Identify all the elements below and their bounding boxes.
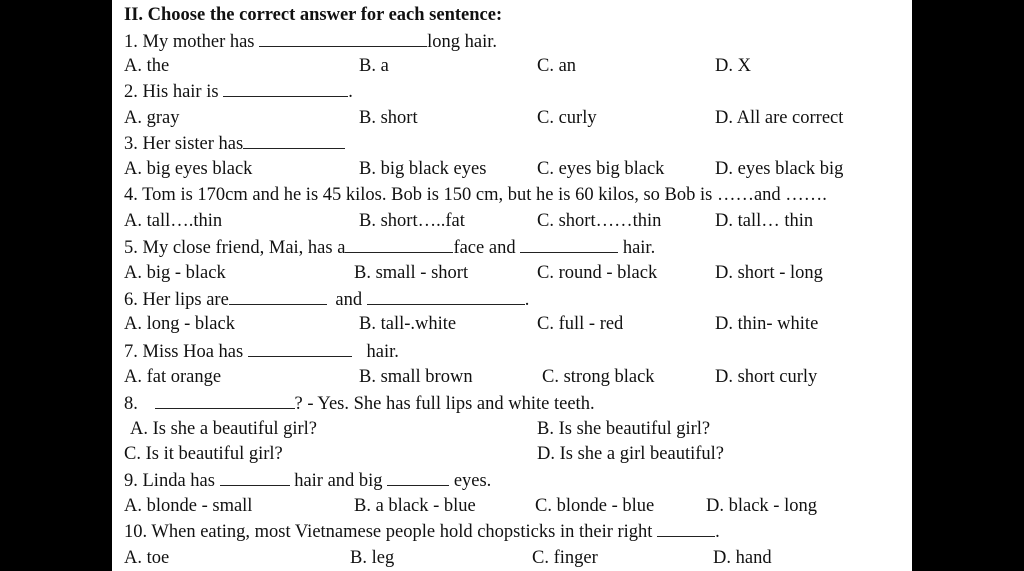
q7-option-a: A. fat orange [124,367,222,387]
q8-option-c: C. Is it beautiful girl? [124,444,283,464]
worksheet-page [112,0,912,571]
q5-text: 5. My close friend, Mai, has a [124,238,346,258]
question-9 [124,469,491,492]
q1-post: long hair. [427,32,498,52]
q4-option-c: C. short……thin [537,211,662,231]
q5-post: hair. [622,238,656,258]
q9-option-d: D. black - long [706,496,817,516]
question-1 [124,30,497,53]
q6-text: 6. Her lips are [124,290,229,310]
q5-option-a: A. big - black [124,263,226,283]
question-6 [124,288,529,311]
question-3 [124,132,345,155]
q8-option-b: B. Is she beautiful girl? [537,419,711,439]
q8-option-a: A. Is she a beautiful girl? [130,419,317,439]
q1-option-c: C. an [537,56,577,76]
q10-text: 10. When eating, most Vietnamese people hold chopsticks in their right [124,522,653,542]
q6-option-a: A. long - black [124,314,235,334]
q5-blank-2 [520,236,618,253]
q6-option-b: B. tall-.white [359,314,457,334]
q10-option-d: D. hand [713,548,772,568]
q6-option-c: C. full - red [537,314,624,334]
q1-option-d: D. X [715,56,751,76]
q2-blank [223,80,348,97]
q5-mid: face and [453,238,516,258]
q9-option-b: B. a black - blue [354,496,476,516]
question-10 [124,520,720,543]
q9-blank-1 [220,469,290,486]
q1-option-a: A. the [124,56,170,76]
q3-option-c: C. eyes big black [537,159,665,179]
q8-option-d: D. Is she a girl beautiful? [537,444,724,464]
q10-option-c: C. finger [532,548,598,568]
q7-blank [248,340,352,357]
q7-option-b: B. small brown [359,367,473,387]
q3-option-a: A. big eyes black [124,159,253,179]
q5-option-b: B. small - short [354,263,469,283]
q1-text: 1. My mother has [124,32,255,52]
q6-blank-2 [367,288,525,305]
q9-option-a: A. blonde - small [124,496,253,516]
q2-post: . [348,82,353,102]
q3-blank [243,132,345,149]
question-2 [124,80,353,103]
q10-option-b: B. leg [350,548,395,568]
q9-text: 9. Linda has [124,471,215,491]
q8-post: ? - Yes. She has full lips and white teeth. [294,394,595,414]
question-8 [124,392,595,415]
q5-option-c: C. round - black [537,263,658,283]
q10-blank [657,520,715,537]
q7-post: hair. [366,342,399,362]
q5-blank-1 [345,236,453,253]
q6-mid: and [335,290,363,310]
q9-blank-2 [387,469,449,486]
q7-option-c: C. strong black [542,367,655,387]
question-5 [124,236,655,259]
section-title: II. Choose the correct answer for each sentence: [124,5,503,25]
question-4: 4. Tom is 170cm and he is 45 kilos. Bob is 150 cm, but he is 60 kilos, so Bob is ……and ……. [124,185,827,205]
q7-option-d: D. short curly [715,367,818,387]
q2-option-a: A. gray [124,108,180,128]
q7-text: 7. Miss Hoa has [124,342,244,362]
q9-mid: hair and big [294,471,383,491]
q3-text: 3. Her sister has [124,134,244,154]
q8-blank [155,392,295,409]
q4-option-b: B. short…..fat [359,211,465,231]
q6-option-d: D. thin- white [715,314,819,334]
q10-option-a: A. toe [124,548,170,568]
q1-option-b: B. a [359,56,389,76]
q10-post: . [715,522,720,542]
q8-text: 8. [124,394,138,414]
q2-text: 2. His hair is [124,82,219,102]
q9-option-c: C. blonde - blue [535,496,655,516]
q4-option-d: D. tall… thin [715,211,814,231]
q3-option-d: D. eyes black big [715,159,844,179]
q6-blank-1 [229,288,327,305]
q9-post: eyes. [453,471,492,491]
q4-option-a: A. tall….thin [124,211,223,231]
q2-option-d: D. All are correct [715,108,844,128]
q1-blank [259,30,427,47]
q2-option-b: B. short [359,108,418,128]
q5-option-d: D. short - long [715,263,823,283]
q2-option-c: C. curly [537,108,597,128]
q3-option-b: B. big black eyes [359,159,487,179]
q6-post: . [524,290,530,310]
question-7 [124,340,399,363]
